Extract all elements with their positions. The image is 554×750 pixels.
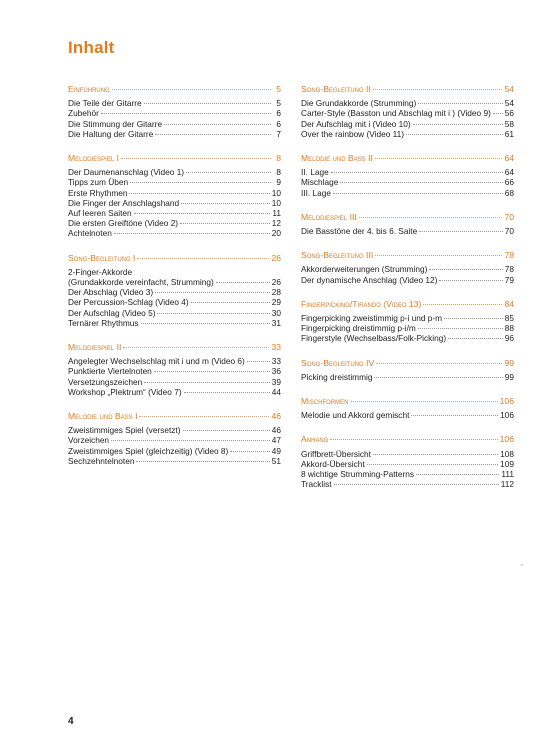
dot-leader <box>136 461 269 462</box>
toc-left-column <box>68 84 281 480</box>
toc-entry-page: 64 <box>504 167 514 178</box>
section-heading-text: Fingerpicking/Tirando (Video 13) <box>301 298 422 309</box>
toc-entry-text: Der Abschlag (Video 3) <box>68 287 154 298</box>
toc-entry[interactable] <box>301 275 514 285</box>
toc-entry[interactable] <box>68 387 281 397</box>
toc-entry-page: 12 <box>271 218 281 229</box>
toc-entry[interactable] <box>68 456 281 466</box>
dot-leader <box>429 269 502 270</box>
toc-entry-page: 10 <box>271 197 281 208</box>
toc-entry-page: 9 <box>276 177 281 188</box>
toc-entry-text: Fingerpicking zweistimmig p-i und p-m <box>301 313 443 324</box>
toc-entry-page: 79 <box>504 274 514 285</box>
toc-entry-page: 109 <box>500 458 514 469</box>
toc-entry[interactable] <box>68 277 281 287</box>
toc-section-heading[interactable] <box>68 342 281 352</box>
dot-leader <box>230 451 269 452</box>
toc-entry[interactable] <box>301 167 514 177</box>
dot-leader <box>351 401 498 402</box>
dot-leader <box>373 89 503 90</box>
toc-entry-page: 70 <box>504 226 514 237</box>
dot-leader <box>331 172 503 173</box>
toc-entry-text: Carter-Style (Basston und Abschlag mit i ) (Video 9) <box>301 108 491 119</box>
toc-entry[interactable] <box>301 372 514 382</box>
dot-leader <box>111 440 270 441</box>
toc-entry[interactable] <box>301 119 514 129</box>
toc-entry[interactable] <box>68 167 281 177</box>
toc-entry-text: Zubehör <box>68 108 99 119</box>
toc-entry-text: Die Haltung der Gitarre <box>68 128 154 139</box>
dot-leader <box>493 113 503 114</box>
toc-entry[interactable] <box>301 226 514 236</box>
toc-entry-text: Versetzungszeichen <box>68 376 143 387</box>
section-heading-text: Melodie und Bass I <box>68 411 138 422</box>
dot-leader <box>144 103 271 104</box>
toc-entry[interactable] <box>301 98 514 108</box>
toc-entry[interactable] <box>68 108 281 118</box>
toc-entry-text: Akkord-Übersicht <box>301 458 365 469</box>
dot-leader <box>130 182 271 183</box>
toc-entry-text: Zweistimmiges Spiel (versetzt) <box>68 425 181 436</box>
toc-section-heading[interactable] <box>301 434 514 444</box>
section-heading-text: Anhang <box>301 434 329 445</box>
toc-entry[interactable] <box>301 108 514 118</box>
dot-leader <box>181 203 270 204</box>
toc-entry-page: 29 <box>271 297 281 308</box>
dot-leader <box>186 172 271 173</box>
section-heading-text: Melodiespiel I <box>68 153 119 164</box>
toc-entry-text: Griffbrett-Übersicht <box>301 448 371 459</box>
dot-leader <box>157 313 269 314</box>
toc-entry-text: Die Stimmung der Gitarre <box>68 118 163 129</box>
toc-entry-text: Die Grundakkorde (Strumming) <box>301 98 417 109</box>
toc-entry-text: Achtelnoten <box>68 228 112 239</box>
toc-entry-text: Der Daumenanschlag (Video 1) <box>68 167 185 178</box>
toc-entry-text: 2-Finger-Akkorde <box>68 266 133 277</box>
toc-entry-page: 20 <box>271 228 281 239</box>
dot-leader <box>359 217 503 218</box>
dot-leader <box>247 361 270 362</box>
dot-leader <box>154 371 270 372</box>
section-page-number: 46 <box>271 411 281 422</box>
toc-entry-text: Der dynamische Anschlag (Video 12) <box>301 274 438 285</box>
toc-entry-page: 68 <box>504 187 514 198</box>
dot-leader <box>183 430 270 431</box>
toc-entry[interactable] <box>301 479 514 489</box>
dot-leader <box>184 392 270 393</box>
section-heading-text: Song-Begleitung II <box>301 84 371 94</box>
toc-section <box>68 342 281 397</box>
toc-entry-text: Die Finger der Anschlagshand <box>68 197 180 208</box>
toc-entry-page: 78 <box>504 264 514 275</box>
toc-entry[interactable] <box>68 425 281 435</box>
toc-section <box>68 253 281 328</box>
toc-section <box>301 396 514 420</box>
toc-entry-text: Der Aufschlag mit i (Video 10) <box>301 118 411 129</box>
toc-entry-text: Zweistimmiges Spiel (gleichzeitig) (Video 8) <box>68 445 229 456</box>
toc-entry[interactable] <box>301 449 514 459</box>
toc-entry-text: Der Percussion-Schlag (Video 4) <box>68 297 189 308</box>
toc-entry-page: 111 <box>501 469 514 480</box>
toc-entry-page: 54 <box>504 98 514 109</box>
toc-entry-page: 10 <box>271 187 281 198</box>
dot-leader <box>419 231 503 232</box>
toc-entry-page: 106 <box>500 410 514 421</box>
page-number: 4 <box>68 716 74 727</box>
toc-entry-text: 8 wichtige Strumming-Patterns <box>301 469 414 480</box>
toc-section <box>68 411 281 466</box>
toc-entry-page: 5 <box>276 98 281 109</box>
toc-entry-text: Tracklist <box>301 479 332 490</box>
toc-entry[interactable] <box>68 287 281 297</box>
toc-entry[interactable] <box>68 228 281 238</box>
dot-leader <box>164 124 271 125</box>
toc-entry-text: Sechzehntelnoten <box>68 455 135 466</box>
toc-entry-page: 88 <box>504 323 514 334</box>
section-heading-text: Melodie und Bass II <box>301 153 373 164</box>
toc-entry[interactable] <box>301 333 514 343</box>
toc-entry-text: Workshop „Plektrum“ (Video 7) <box>68 386 182 397</box>
dot-leader <box>418 328 503 329</box>
toc-entry[interactable] <box>68 366 281 376</box>
section-heading-text: Mischformen <box>301 396 349 407</box>
toc-entry-page: 56 <box>504 108 514 119</box>
dot-leader <box>418 103 502 104</box>
toc-entry-text: Der Aufschlag (Video 5) <box>68 307 156 318</box>
toc-entry-page: 44 <box>271 386 281 397</box>
dot-leader <box>155 292 270 293</box>
toc-entry-page: 6 <box>276 108 281 119</box>
toc-entry-text: (Grundakkorde vereinfacht, Strumming) <box>68 277 214 288</box>
toc-entry-text: Mischlage <box>301 177 339 188</box>
toc-entry-text: Die Teile der Gitarre <box>68 98 142 109</box>
section-page-number: 106 <box>499 396 514 407</box>
dot-leader <box>448 338 503 339</box>
toc-section-heading[interactable] <box>68 253 281 263</box>
section-heading-text: Melodiespiel III <box>301 211 357 222</box>
dot-leader <box>141 323 270 324</box>
toc-entry[interactable] <box>301 313 514 323</box>
toc-entry[interactable] <box>68 308 281 318</box>
toc-entry-page: 46 <box>271 425 281 436</box>
toc-entry-text: Erste Rhythmen <box>68 187 128 198</box>
dot-leader <box>129 193 269 194</box>
toc-section-heading[interactable] <box>68 153 281 163</box>
dot-leader <box>423 304 502 305</box>
toc-entry-page: 31 <box>271 317 281 328</box>
page-title: Inhalt <box>68 38 115 57</box>
toc-entry[interactable] <box>68 198 281 208</box>
toc-entry-page: 36 <box>271 366 281 377</box>
toc-entry[interactable] <box>68 208 281 218</box>
section-heading-text: Song-Begleitung III <box>301 250 374 261</box>
toc-entry-text: Die ersten Greiftöne (Video 2) <box>68 218 179 229</box>
section-page-number: 84 <box>504 298 514 309</box>
toc-entry-text: III. Lage <box>301 187 331 198</box>
dot-leader <box>114 233 270 234</box>
dot-leader <box>330 439 497 440</box>
dot-leader <box>137 258 269 259</box>
toc-section <box>68 84 281 139</box>
dot-leader <box>444 318 503 319</box>
toc-entry-text: Angelegter Wechselschlag mit i und m (Video 6) <box>68 356 245 367</box>
section-page-number: 78 <box>504 250 514 261</box>
toc-section-heading[interactable] <box>301 250 514 260</box>
toc-right-column <box>301 84 514 503</box>
section-page-number: 106 <box>499 434 514 445</box>
toc-entry[interactable] <box>301 188 514 198</box>
toc-entry-page: 96 <box>504 333 514 344</box>
section-heading-text: Song-Begleitung IV <box>301 357 375 368</box>
toc-section <box>301 212 514 236</box>
toc-entry-page: 108 <box>500 448 514 459</box>
toc-entry-page: 49 <box>271 445 281 456</box>
dot-leader <box>375 255 502 256</box>
toc-entry[interactable] <box>68 435 281 445</box>
toc-entry[interactable] <box>301 459 514 469</box>
dot-leader <box>340 182 502 183</box>
toc-entry-text: Punktierte Viertelnoten <box>68 366 152 377</box>
toc-section-heading[interactable] <box>301 84 514 94</box>
section-heading-text: Einführung <box>68 84 110 94</box>
dot-leader <box>406 134 503 135</box>
toc-entry[interactable] <box>301 177 514 187</box>
toc-entry-text: Vorzeichen <box>68 435 110 446</box>
section-page-number: 8 <box>276 153 281 164</box>
toc-entry[interactable] <box>68 188 281 198</box>
toc-entry[interactable] <box>68 119 281 129</box>
dot-leader <box>373 454 498 455</box>
toc-section-heading[interactable] <box>301 299 514 309</box>
toc-entry-page: 61 <box>504 128 514 139</box>
toc-section-heading[interactable] <box>301 396 514 406</box>
dot-leader <box>375 158 503 159</box>
section-page-number: 99 <box>504 357 514 368</box>
toc-entry-page: 11 <box>272 208 281 219</box>
toc-entry-text: Fingerstyle (Wechselbass/Folk-Picking) <box>301 333 447 344</box>
section-page-number: 33 <box>271 342 281 353</box>
dot-leader <box>144 382 270 383</box>
toc-entry-page: 112 <box>500 479 514 490</box>
toc-entry-text: Die Basstöne der 4. bis 6. Saite <box>301 226 418 237</box>
toc-entry-page: 33 <box>271 356 281 367</box>
toc-entry[interactable] <box>68 446 281 456</box>
dot-leader <box>134 213 271 214</box>
toc-entry-text: Akkorderweiterungen (Strumming) <box>301 264 428 275</box>
toc-entry-page: 8 <box>276 167 281 178</box>
stray-mark: ~ <box>520 563 524 569</box>
toc-entry-text: Tipps zum Üben <box>68 177 129 188</box>
toc-section <box>301 153 514 198</box>
toc-section <box>301 358 514 382</box>
toc-section <box>301 299 514 344</box>
toc-section <box>301 434 514 489</box>
toc-entry-text: Auf leeren Saiten <box>68 208 132 219</box>
section-heading-text: Melodiespiel II <box>68 342 122 353</box>
toc-section <box>301 250 514 285</box>
toc-entry[interactable] <box>68 297 281 307</box>
toc-entry-page: 26 <box>271 277 281 288</box>
toc-entry-page: 7 <box>276 128 281 139</box>
section-page-number: 54 <box>504 84 514 94</box>
toc-entry-text: II. Lage <box>301 167 329 178</box>
toc-section-heading[interactable] <box>301 153 514 163</box>
toc-entry[interactable] <box>68 318 281 328</box>
toc-entry-text: Picking dreistimmig <box>301 371 373 382</box>
toc-entry-text: Melodie und Akkord gemischt <box>301 410 410 421</box>
dot-leader <box>191 302 270 303</box>
dot-leader <box>413 124 503 125</box>
dot-leader <box>367 464 499 465</box>
toc-entry-text: Fingerpicking dreistimmig p-i/m <box>301 323 416 334</box>
toc-entry-page: 66 <box>504 177 514 188</box>
dot-leader <box>155 134 271 135</box>
dot-leader <box>101 113 271 114</box>
dot-leader <box>333 193 503 194</box>
toc-section-heading[interactable] <box>301 212 514 222</box>
toc-entry-page: 47 <box>271 435 281 446</box>
dot-leader <box>374 377 502 378</box>
toc-entry[interactable] <box>301 264 514 274</box>
toc-section-heading[interactable] <box>68 411 281 421</box>
section-page-number: 5 <box>276 84 281 94</box>
toc-entry-text: Ternärer Rhythmus <box>68 317 139 328</box>
toc-entry-page: 39 <box>271 376 281 387</box>
toc-entry-page: 30 <box>271 307 281 318</box>
toc-section <box>68 153 281 239</box>
dot-leader <box>376 363 502 364</box>
section-page-number: 70 <box>504 211 514 222</box>
dot-leader <box>334 484 499 485</box>
toc-entry-text: Over the rainbow (Video 11) <box>301 128 404 139</box>
toc-entry-page: 51 <box>271 455 281 466</box>
dot-leader <box>416 474 499 475</box>
toc-entry-page: 28 <box>271 287 281 298</box>
toc-section-heading[interactable] <box>68 84 281 94</box>
toc-entry-page: 85 <box>504 313 514 324</box>
toc-section-heading[interactable] <box>301 358 514 368</box>
toc-entry[interactable] <box>301 129 514 139</box>
section-heading-text: Song-Begleitung I <box>68 252 136 263</box>
toc-entry[interactable] <box>301 469 514 479</box>
toc-entry[interactable] <box>68 98 281 108</box>
dot-leader <box>216 282 270 283</box>
toc-section <box>301 84 514 139</box>
toc-entry[interactable] <box>68 356 281 366</box>
dot-leader <box>439 280 502 281</box>
toc-entry[interactable] <box>68 129 281 139</box>
section-page-number: 26 <box>271 252 281 263</box>
toc-entry[interactable] <box>68 377 281 387</box>
toc-entry[interactable] <box>301 410 514 420</box>
dot-leader <box>121 158 271 159</box>
dot-leader <box>411 415 498 416</box>
dot-leader <box>139 416 269 417</box>
dot-leader <box>123 347 269 348</box>
toc-entry[interactable] <box>68 218 281 228</box>
toc-entry[interactable] <box>301 323 514 333</box>
section-page-number: 64 <box>504 153 514 164</box>
dot-leader <box>180 223 270 224</box>
toc-entry-page: 58 <box>504 118 514 129</box>
toc-entry[interactable] <box>68 177 281 187</box>
dot-leader <box>112 89 271 90</box>
toc-entry[interactable] <box>68 267 281 277</box>
toc-entry-page: 6 <box>276 118 281 129</box>
toc-entry-page: 99 <box>504 371 514 382</box>
